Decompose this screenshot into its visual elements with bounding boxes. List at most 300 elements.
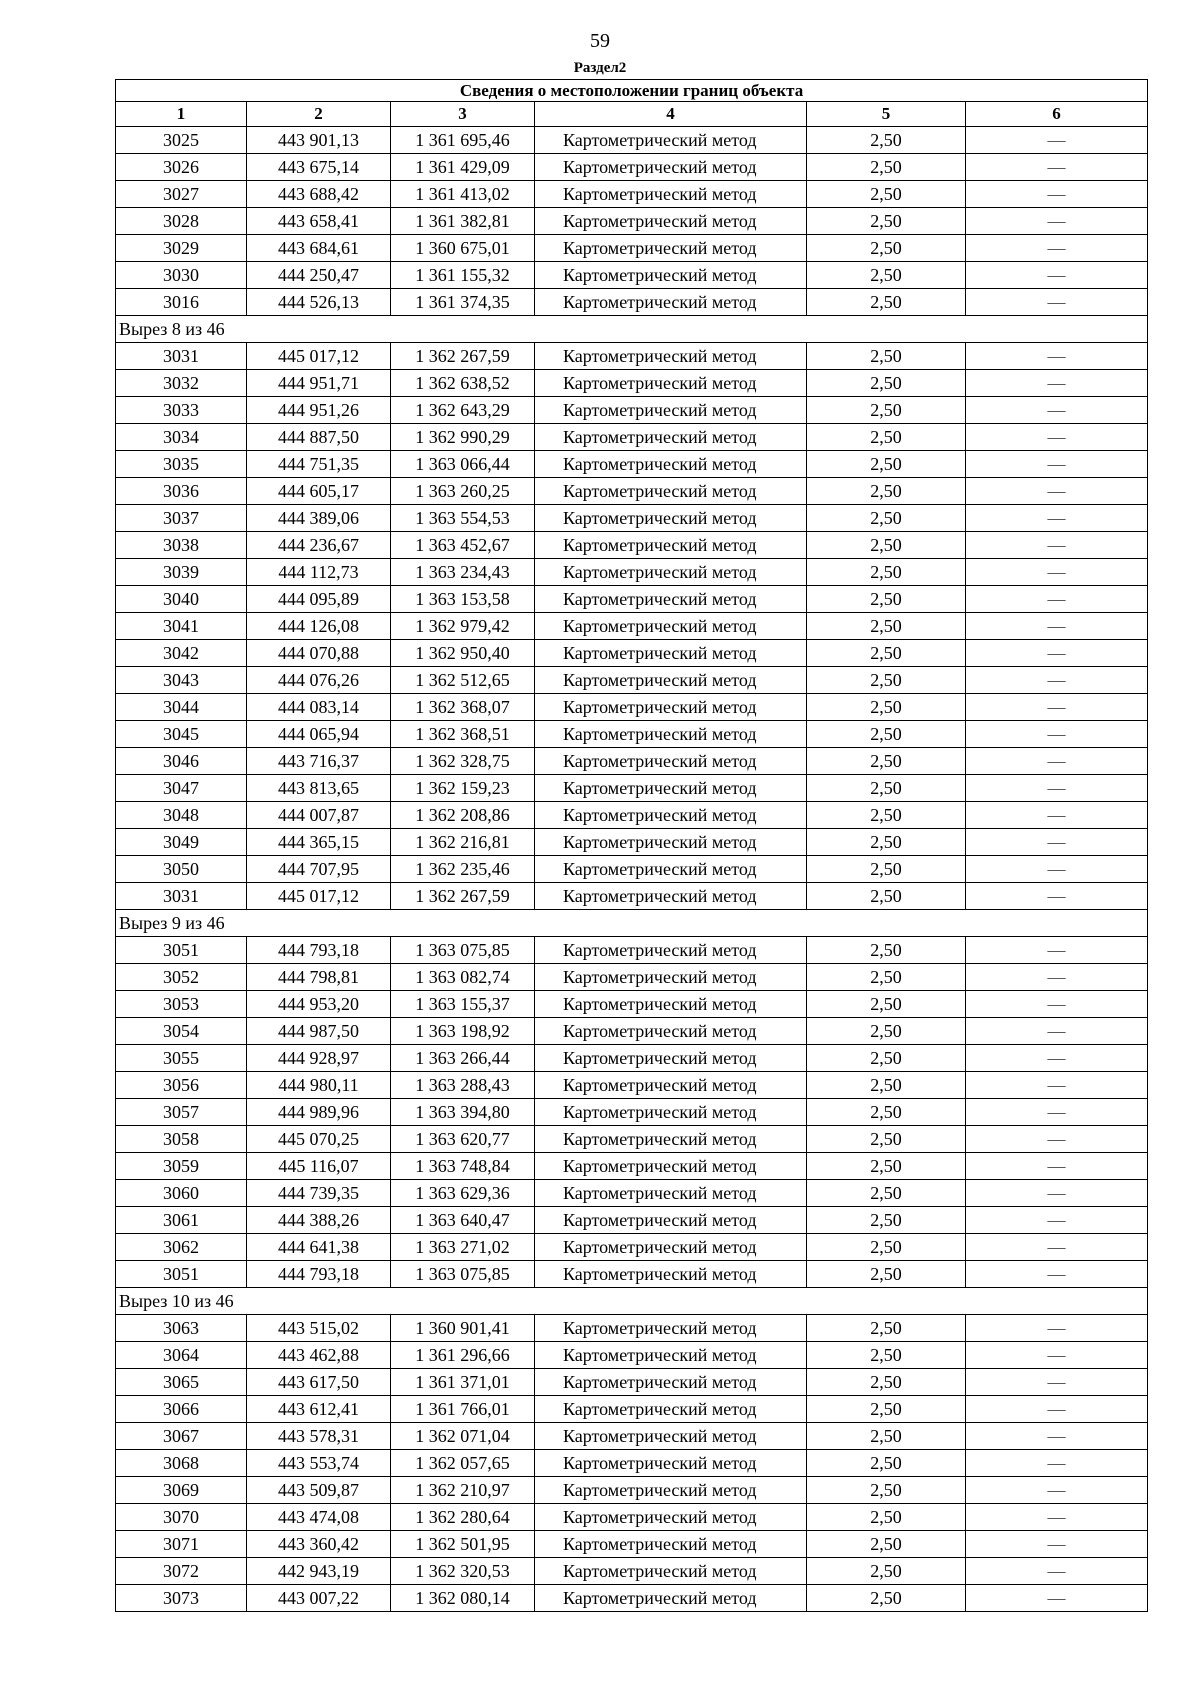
table-row	[116, 1342, 1148, 1369]
y-coordinate-cell: 1 362 950,40	[391, 640, 535, 667]
y-coordinate-cell: 1 361 371,01	[391, 1369, 535, 1396]
accuracy-cell: 2,50	[807, 1450, 966, 1477]
table-row	[116, 478, 1148, 505]
method-cell: Картометрический метод	[535, 1585, 807, 1612]
accuracy-cell: 2,50	[807, 937, 966, 964]
y-coordinate-cell: 1 363 266,44	[391, 1045, 535, 1072]
description-cell: —	[966, 775, 1148, 802]
accuracy-cell: 2,50	[807, 397, 966, 424]
x-coordinate-cell: 444 112,73	[247, 559, 391, 586]
x-coordinate-cell: 443 509,87	[247, 1477, 391, 1504]
x-coordinate-cell: 444 953,20	[247, 991, 391, 1018]
method-cell: Картометрический метод	[535, 532, 807, 559]
table-row	[116, 505, 1148, 532]
description-cell: —	[966, 1072, 1148, 1099]
method-cell: Картометрический метод	[535, 1396, 807, 1423]
table-row	[116, 1396, 1148, 1423]
point-number-cell: 3057	[116, 1099, 247, 1126]
accuracy-cell: 2,50	[807, 1045, 966, 1072]
group-label: Вырез 8 из 46	[116, 316, 1148, 343]
accuracy-cell: 2,50	[807, 370, 966, 397]
y-coordinate-cell: 1 363 075,85	[391, 937, 535, 964]
table-row	[116, 1234, 1148, 1261]
y-coordinate-cell: 1 361 155,32	[391, 262, 535, 289]
description-cell: —	[966, 127, 1148, 154]
x-coordinate-cell: 443 462,88	[247, 1342, 391, 1369]
description-cell: —	[966, 1099, 1148, 1126]
description-cell: —	[966, 343, 1148, 370]
point-number-cell: 3051	[116, 937, 247, 964]
x-coordinate-cell: 443 716,37	[247, 748, 391, 775]
method-cell: Картометрический метод	[535, 370, 807, 397]
description-cell: —	[966, 1531, 1148, 1558]
description-cell: —	[966, 289, 1148, 316]
y-coordinate-cell: 1 362 280,64	[391, 1504, 535, 1531]
x-coordinate-cell: 443 658,41	[247, 208, 391, 235]
description-cell: —	[966, 1369, 1148, 1396]
description-cell: —	[966, 1180, 1148, 1207]
point-number-cell: 3016	[116, 289, 247, 316]
x-coordinate-cell: 445 017,12	[247, 883, 391, 910]
description-cell: —	[966, 478, 1148, 505]
accuracy-cell: 2,50	[807, 991, 966, 1018]
point-number-cell: 3066	[116, 1396, 247, 1423]
description-cell: —	[966, 424, 1148, 451]
y-coordinate-cell: 1 363 271,02	[391, 1234, 535, 1261]
table-row	[116, 775, 1148, 802]
y-coordinate-cell: 1 362 368,07	[391, 694, 535, 721]
x-coordinate-cell: 444 887,50	[247, 424, 391, 451]
table-row	[116, 937, 1148, 964]
accuracy-cell: 2,50	[807, 1153, 966, 1180]
x-coordinate-cell: 444 526,13	[247, 289, 391, 316]
table-row	[116, 1504, 1148, 1531]
point-number-cell: 3029	[116, 235, 247, 262]
accuracy-cell: 2,50	[807, 586, 966, 613]
accuracy-cell: 2,50	[807, 1342, 966, 1369]
table-row	[116, 1531, 1148, 1558]
accuracy-cell: 2,50	[807, 1180, 966, 1207]
point-number-cell: 3032	[116, 370, 247, 397]
point-number-cell: 3073	[116, 1585, 247, 1612]
point-number-cell: 3028	[116, 208, 247, 235]
accuracy-cell: 2,50	[807, 154, 966, 181]
accuracy-cell: 2,50	[807, 235, 966, 262]
x-coordinate-cell: 444 070,88	[247, 640, 391, 667]
description-cell: —	[966, 505, 1148, 532]
x-coordinate-cell: 444 793,18	[247, 1261, 391, 1288]
description-cell: —	[966, 1504, 1148, 1531]
x-coordinate-cell: 443 578,31	[247, 1423, 391, 1450]
method-cell: Картометрический метод	[535, 694, 807, 721]
description-cell: —	[966, 667, 1148, 694]
point-number-cell: 3046	[116, 748, 247, 775]
description-cell: —	[966, 1315, 1148, 1342]
point-number-cell: 3072	[116, 1558, 247, 1585]
method-cell: Картометрический метод	[535, 262, 807, 289]
y-coordinate-cell: 1 362 368,51	[391, 721, 535, 748]
accuracy-cell: 2,50	[807, 478, 966, 505]
description-cell: —	[966, 1585, 1148, 1612]
y-coordinate-cell: 1 361 413,02	[391, 181, 535, 208]
point-number-cell: 3053	[116, 991, 247, 1018]
accuracy-cell: 2,50	[807, 667, 966, 694]
column-header: 5	[807, 102, 966, 127]
point-number-cell: 3048	[116, 802, 247, 829]
column-header: 1	[116, 102, 247, 127]
description-cell: —	[966, 559, 1148, 586]
point-number-cell: 3025	[116, 127, 247, 154]
accuracy-cell: 2,50	[807, 559, 966, 586]
point-number-cell: 3044	[116, 694, 247, 721]
x-coordinate-cell: 444 751,35	[247, 451, 391, 478]
table-row	[116, 424, 1148, 451]
table-row	[116, 856, 1148, 883]
description-cell: —	[966, 1261, 1148, 1288]
accuracy-cell: 2,50	[807, 1072, 966, 1099]
y-coordinate-cell: 1 363 288,43	[391, 1072, 535, 1099]
point-number-cell: 3041	[116, 613, 247, 640]
point-number-cell: 3037	[116, 505, 247, 532]
table-row	[116, 370, 1148, 397]
accuracy-cell: 2,50	[807, 262, 966, 289]
method-cell: Картометрический метод	[535, 667, 807, 694]
method-cell: Картометрический метод	[535, 640, 807, 667]
description-cell: —	[966, 397, 1148, 424]
accuracy-cell: 2,50	[807, 1396, 966, 1423]
accuracy-cell: 2,50	[807, 883, 966, 910]
y-coordinate-cell: 1 362 159,23	[391, 775, 535, 802]
method-cell: Картометрический метод	[535, 181, 807, 208]
method-cell: Картометрический метод	[535, 1045, 807, 1072]
table-body	[116, 127, 1148, 1612]
description-cell: —	[966, 235, 1148, 262]
x-coordinate-cell: 443 813,65	[247, 775, 391, 802]
description-cell: —	[966, 748, 1148, 775]
x-coordinate-cell: 445 116,07	[247, 1153, 391, 1180]
description-cell: —	[966, 586, 1148, 613]
point-number-cell: 3031	[116, 883, 247, 910]
point-number-cell: 3061	[116, 1207, 247, 1234]
description-cell: —	[966, 1477, 1148, 1504]
point-number-cell: 3043	[116, 667, 247, 694]
method-cell: Картометрический метод	[535, 1423, 807, 1450]
method-cell: Картометрический метод	[535, 1099, 807, 1126]
y-coordinate-cell: 1 362 643,29	[391, 397, 535, 424]
x-coordinate-cell: 443 688,42	[247, 181, 391, 208]
method-cell: Картометрический метод	[535, 856, 807, 883]
method-cell: Картометрический метод	[535, 1450, 807, 1477]
description-cell: —	[966, 856, 1148, 883]
accuracy-cell: 2,50	[807, 181, 966, 208]
point-number-cell: 3049	[116, 829, 247, 856]
table-row	[116, 559, 1148, 586]
x-coordinate-cell: 444 076,26	[247, 667, 391, 694]
table-row	[116, 586, 1148, 613]
accuracy-cell: 2,50	[807, 1369, 966, 1396]
y-coordinate-cell: 1 363 260,25	[391, 478, 535, 505]
accuracy-cell: 2,50	[807, 343, 966, 370]
accuracy-cell: 2,50	[807, 127, 966, 154]
x-coordinate-cell: 444 083,14	[247, 694, 391, 721]
accuracy-cell: 2,50	[807, 1531, 966, 1558]
y-coordinate-cell: 1 362 208,86	[391, 802, 535, 829]
point-number-cell: 3031	[116, 343, 247, 370]
point-number-cell: 3064	[116, 1342, 247, 1369]
x-coordinate-cell: 444 739,35	[247, 1180, 391, 1207]
method-cell: Картометрический метод	[535, 1531, 807, 1558]
description-cell: —	[966, 883, 1148, 910]
y-coordinate-cell: 1 362 501,95	[391, 1531, 535, 1558]
y-coordinate-cell: 1 361 374,35	[391, 289, 535, 316]
description-cell: —	[966, 1342, 1148, 1369]
accuracy-cell: 2,50	[807, 1099, 966, 1126]
table-row	[116, 721, 1148, 748]
y-coordinate-cell: 1 361 695,46	[391, 127, 535, 154]
y-coordinate-cell: 1 363 153,58	[391, 586, 535, 613]
table-row	[116, 829, 1148, 856]
accuracy-cell: 2,50	[807, 1315, 966, 1342]
table-row	[116, 181, 1148, 208]
table-row	[116, 154, 1148, 181]
method-cell: Картометрический метод	[535, 127, 807, 154]
point-number-cell: 3065	[116, 1369, 247, 1396]
table-row	[116, 1261, 1148, 1288]
description-cell: —	[966, 937, 1148, 964]
method-cell: Картометрический метод	[535, 1558, 807, 1585]
x-coordinate-cell: 444 951,71	[247, 370, 391, 397]
description-cell: —	[966, 1207, 1148, 1234]
table-row	[116, 1423, 1148, 1450]
table-row	[116, 613, 1148, 640]
table-row	[116, 694, 1148, 721]
y-coordinate-cell: 1 363 620,77	[391, 1126, 535, 1153]
table-row	[116, 1072, 1148, 1099]
description-cell: —	[966, 1558, 1148, 1585]
table-row	[116, 235, 1148, 262]
method-cell: Картометрический метод	[535, 1234, 807, 1261]
y-coordinate-cell: 1 362 080,14	[391, 1585, 535, 1612]
table-row	[116, 1126, 1148, 1153]
method-cell: Картометрический метод	[535, 829, 807, 856]
point-number-cell: 3070	[116, 1504, 247, 1531]
description-cell: —	[966, 829, 1148, 856]
description-cell: —	[966, 1153, 1148, 1180]
y-coordinate-cell: 1 362 512,65	[391, 667, 535, 694]
group-label: Вырез 10 из 46	[116, 1288, 1148, 1315]
y-coordinate-cell: 1 363 629,36	[391, 1180, 535, 1207]
method-cell: Картометрический метод	[535, 1153, 807, 1180]
accuracy-cell: 2,50	[807, 424, 966, 451]
y-coordinate-cell: 1 362 057,65	[391, 1450, 535, 1477]
point-number-cell: 3026	[116, 154, 247, 181]
point-number-cell: 3027	[116, 181, 247, 208]
method-cell: Картометрический метод	[535, 802, 807, 829]
x-coordinate-cell: 444 250,47	[247, 262, 391, 289]
x-coordinate-cell: 444 007,87	[247, 802, 391, 829]
description-cell: —	[966, 1045, 1148, 1072]
method-cell: Картометрический метод	[535, 991, 807, 1018]
method-cell: Картометрический метод	[535, 775, 807, 802]
boundary-table	[115, 79, 1148, 1612]
table-row	[116, 1045, 1148, 1072]
method-cell: Картометрический метод	[535, 1126, 807, 1153]
y-coordinate-cell: 1 361 429,09	[391, 154, 535, 181]
method-cell: Картометрический метод	[535, 964, 807, 991]
description-cell: —	[966, 181, 1148, 208]
description-cell: —	[966, 451, 1148, 478]
accuracy-cell: 2,50	[807, 829, 966, 856]
description-cell: —	[966, 1018, 1148, 1045]
x-coordinate-cell: 443 684,61	[247, 235, 391, 262]
method-cell: Картометрический метод	[535, 586, 807, 613]
method-cell: Картометрический метод	[535, 478, 807, 505]
description-cell: —	[966, 964, 1148, 991]
method-cell: Картометрический метод	[535, 505, 807, 532]
x-coordinate-cell: 443 901,13	[247, 127, 391, 154]
point-number-cell: 3059	[116, 1153, 247, 1180]
table-row	[116, 397, 1148, 424]
method-cell: Картометрический метод	[535, 235, 807, 262]
x-coordinate-cell: 444 095,89	[247, 586, 391, 613]
description-cell: —	[966, 613, 1148, 640]
method-cell: Картометрический метод	[535, 1072, 807, 1099]
method-cell: Картометрический метод	[535, 937, 807, 964]
table-row	[116, 262, 1148, 289]
table-row	[116, 991, 1148, 1018]
description-cell: —	[966, 154, 1148, 181]
accuracy-cell: 2,50	[807, 856, 966, 883]
table-header-row	[116, 102, 1148, 127]
y-coordinate-cell: 1 362 638,52	[391, 370, 535, 397]
accuracy-cell: 2,50	[807, 775, 966, 802]
y-coordinate-cell: 1 362 979,42	[391, 613, 535, 640]
point-number-cell: 3052	[116, 964, 247, 991]
y-coordinate-cell: 1 361 766,01	[391, 1396, 535, 1423]
y-coordinate-cell: 1 361 382,81	[391, 208, 535, 235]
y-coordinate-cell: 1 363 155,37	[391, 991, 535, 1018]
accuracy-cell: 2,50	[807, 640, 966, 667]
y-coordinate-cell: 1 363 748,84	[391, 1153, 535, 1180]
point-number-cell: 3058	[116, 1126, 247, 1153]
x-coordinate-cell: 444 605,17	[247, 478, 391, 505]
accuracy-cell: 2,50	[807, 748, 966, 775]
accuracy-cell: 2,50	[807, 451, 966, 478]
description-cell: —	[966, 532, 1148, 559]
table-row	[116, 1450, 1148, 1477]
method-cell: Картометрический метод	[535, 1369, 807, 1396]
x-coordinate-cell: 443 675,14	[247, 154, 391, 181]
x-coordinate-cell: 444 951,26	[247, 397, 391, 424]
point-number-cell: 3071	[116, 1531, 247, 1558]
x-coordinate-cell: 445 017,12	[247, 343, 391, 370]
group-row	[116, 316, 1148, 343]
x-coordinate-cell: 444 388,26	[247, 1207, 391, 1234]
accuracy-cell: 2,50	[807, 1585, 966, 1612]
point-number-cell: 3038	[116, 532, 247, 559]
table-row	[116, 343, 1148, 370]
x-coordinate-cell: 443 007,22	[247, 1585, 391, 1612]
method-cell: Картометрический метод	[535, 208, 807, 235]
x-coordinate-cell: 444 126,08	[247, 613, 391, 640]
method-cell: Картометрический метод	[535, 154, 807, 181]
x-coordinate-cell: 444 793,18	[247, 937, 391, 964]
accuracy-cell: 2,50	[807, 1018, 966, 1045]
point-number-cell: 3051	[116, 1261, 247, 1288]
method-cell: Картометрический метод	[535, 883, 807, 910]
method-cell: Картометрический метод	[535, 1342, 807, 1369]
point-number-cell: 3069	[116, 1477, 247, 1504]
y-coordinate-cell: 1 363 075,85	[391, 1261, 535, 1288]
accuracy-cell: 2,50	[807, 505, 966, 532]
table-row	[116, 1558, 1148, 1585]
point-number-cell: 3047	[116, 775, 247, 802]
table-row	[116, 1315, 1148, 1342]
table-row	[116, 1585, 1148, 1612]
y-coordinate-cell: 1 363 452,67	[391, 532, 535, 559]
y-coordinate-cell: 1 362 267,59	[391, 883, 535, 910]
method-cell: Картометрический метод	[535, 424, 807, 451]
table-row	[116, 1018, 1148, 1045]
accuracy-cell: 2,50	[807, 1261, 966, 1288]
x-coordinate-cell: 444 389,06	[247, 505, 391, 532]
x-coordinate-cell: 444 989,96	[247, 1099, 391, 1126]
method-cell: Картометрический метод	[535, 397, 807, 424]
y-coordinate-cell: 1 363 082,74	[391, 964, 535, 991]
y-coordinate-cell: 1 363 394,80	[391, 1099, 535, 1126]
point-number-cell: 3067	[116, 1423, 247, 1450]
accuracy-cell: 2,50	[807, 964, 966, 991]
x-coordinate-cell: 444 928,97	[247, 1045, 391, 1072]
y-coordinate-cell: 1 362 990,29	[391, 424, 535, 451]
description-cell: —	[966, 640, 1148, 667]
group-row	[116, 1288, 1148, 1315]
accuracy-cell: 2,50	[807, 1423, 966, 1450]
y-coordinate-cell: 1 363 066,44	[391, 451, 535, 478]
accuracy-cell: 2,50	[807, 532, 966, 559]
group-label: Вырез 9 из 46	[116, 910, 1148, 937]
y-coordinate-cell: 1 363 234,43	[391, 559, 535, 586]
section-title: Раздел2	[573, 60, 627, 76]
table-row	[116, 1207, 1148, 1234]
point-number-cell: 3040	[116, 586, 247, 613]
table-row	[116, 1369, 1148, 1396]
description-cell: —	[966, 370, 1148, 397]
y-coordinate-cell: 1 363 640,47	[391, 1207, 535, 1234]
point-number-cell: 3030	[116, 262, 247, 289]
description-cell: —	[966, 262, 1148, 289]
point-number-cell: 3056	[116, 1072, 247, 1099]
x-coordinate-cell: 444 798,81	[247, 964, 391, 991]
method-cell: Картометрический метод	[535, 1504, 807, 1531]
method-cell: Картометрический метод	[535, 1477, 807, 1504]
table-row	[116, 532, 1148, 559]
method-cell: Картометрический метод	[535, 748, 807, 775]
point-number-cell: 3062	[116, 1234, 247, 1261]
table-row	[116, 748, 1148, 775]
accuracy-cell: 2,50	[807, 1126, 966, 1153]
x-coordinate-cell: 444 987,50	[247, 1018, 391, 1045]
y-coordinate-cell: 1 362 267,59	[391, 343, 535, 370]
accuracy-cell: 2,50	[807, 613, 966, 640]
point-number-cell: 3050	[116, 856, 247, 883]
point-number-cell: 3060	[116, 1180, 247, 1207]
table-row	[116, 208, 1148, 235]
x-coordinate-cell: 443 360,42	[247, 1531, 391, 1558]
table-row	[116, 1153, 1148, 1180]
description-cell: —	[966, 721, 1148, 748]
accuracy-cell: 2,50	[807, 1207, 966, 1234]
